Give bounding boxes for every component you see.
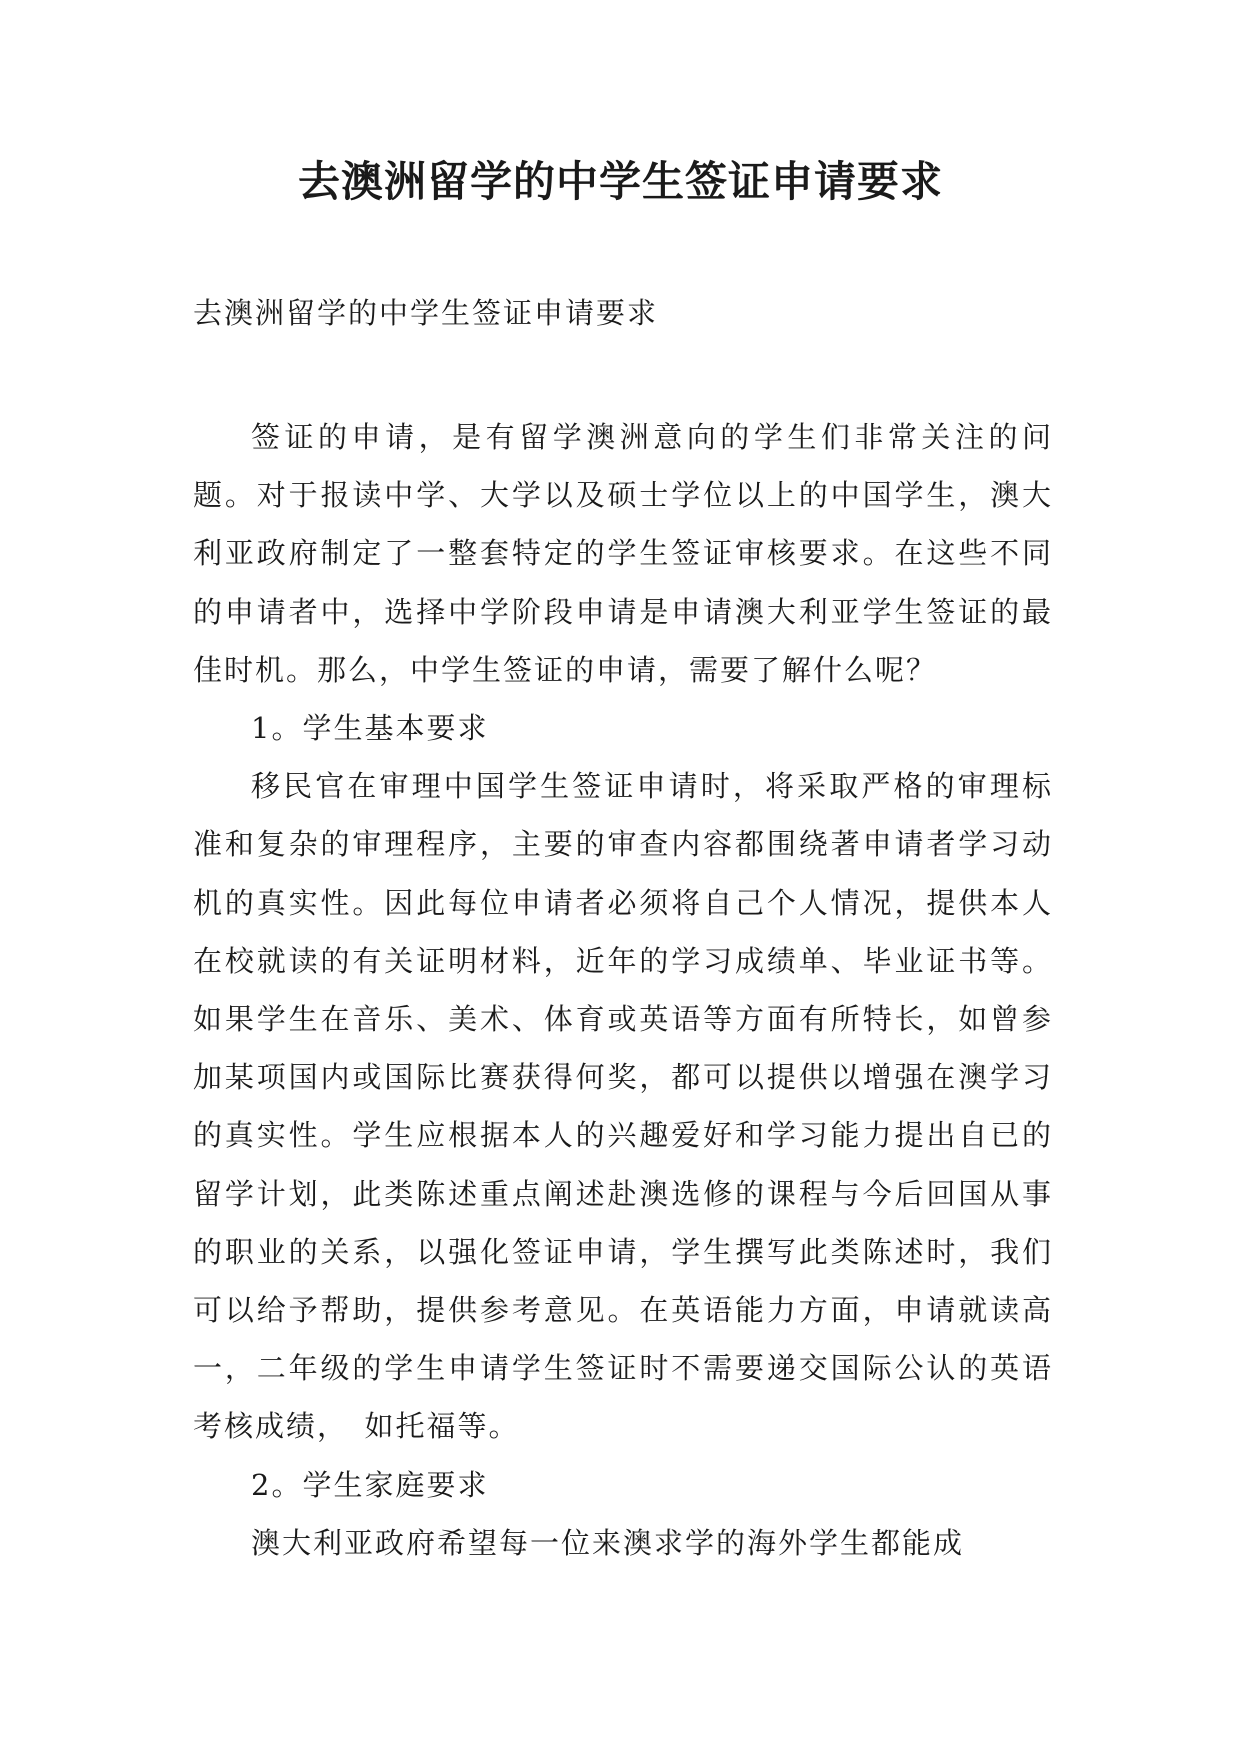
document-subtitle: 去澳洲留学的中学生签证申请要求 <box>193 296 659 330</box>
paragraph-intro: 签证的申请，是有留学澳洲意向的学生们非常关注的问题。对于报读中学、大学以及硕士学位以上的中国学生，澳大利亚政府制定了一整套特定的学生签证审核要求。在这些不同的申请者中，选择中学阶段申请是申请澳大利亚学生签证的最佳时机。那么，中学生签证的申请，需要了解什么呢？ <box>193 420 1053 687</box>
paragraph-family-requirements: 澳大利亚政府希望每一位来澳求学的海外学生都能成 <box>251 1525 965 1560</box>
paragraph-basic-requirements: 移民官在审理中国学生签证申请时，将采取严格的审理标准和复杂的审理程序，主要的审查内容都围绕著申请者学习动机的真实性。因此每位申请者必须将自己个人情况，提供本人在校就读的有关证明材料，近年的学习成绩单、毕业证书等。如果学生在音乐、美术、体育或英语等方面有所特长，如曾参加某项国内或国际比赛获得何奖，都可以提供以增强在澳学习的真实性。学生应根据本人的兴趣爱好和学习能力提出自已的留学计划，此类陈述重点阐述赴澳选修的课程与今后回国从事的职业的关系，以强化签证申请，学生撰写此类陈述时，我们可以给予帮助，提供参考意见。在英语能力方面，申请就读高一，二年级的学生申请学生签证时不需要递交国际公认的英语考核成绩， 如托福等。 <box>193 769 1053 1444</box>
document-title: 去澳洲留学的中学生签证申请要求 <box>297 157 943 206</box>
section-heading-basic-requirements: 1。学生基本要求 <box>251 711 489 746</box>
document-body <box>193 408 1053 1572</box>
section-heading-family-requirements: 2。学生家庭要求 <box>251 1467 489 1502</box>
